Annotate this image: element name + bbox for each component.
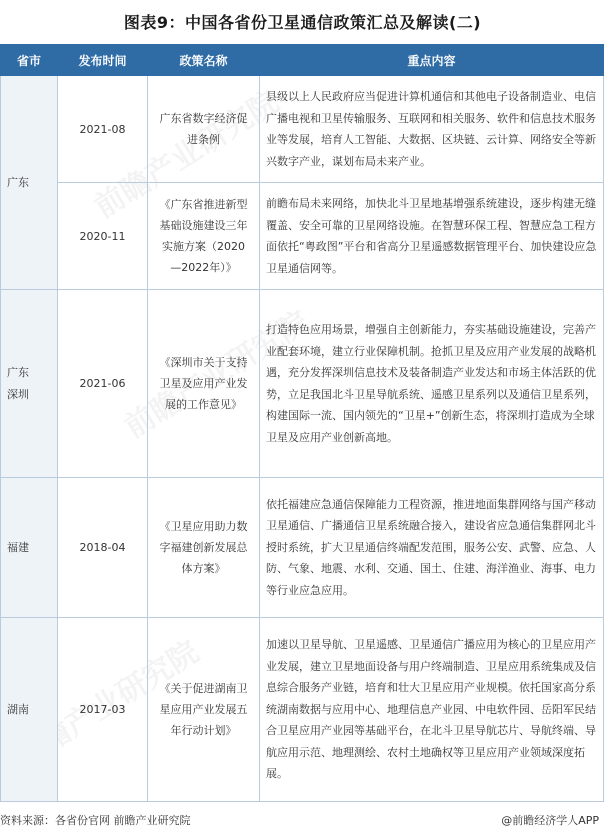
policy-name-cell: 《关于促进湖南卫星应用产业发展五年行动计划》 <box>148 618 260 802</box>
province-cell <box>1 618 58 802</box>
province-cell <box>1 76 58 290</box>
province-name: 福建 <box>7 540 29 554</box>
date-cell: 2021-08 <box>58 76 148 183</box>
credit-label: @前瞻经济学人APP <box>501 814 599 827</box>
table-header-row <box>1 45 604 76</box>
table-row <box>1 290 604 478</box>
data-source: 资料来源：各省份官网 前瞻产业研究院 <box>0 814 191 827</box>
key-content-cell: 依托福建应急通信保障能力工程资源，推进地面集群网络与国产移动卫星通信、广播通信卫星系统融合接入，建设省应急通信集群网北斗授时系统，扩大卫星通信终端配发范围，服务公安、武警、应急、人防、气象、地震、水利、交通、国土、住建、海洋渔业、海事、电力等行业应急应用。 <box>260 478 604 618</box>
province-cell <box>1 290 58 478</box>
header-key-content: 重点内容 <box>260 45 604 76</box>
date-cell: 2021-06 <box>58 290 148 478</box>
table-row <box>1 183 604 290</box>
header-policy-name: 政策名称 <box>148 45 260 76</box>
table-row <box>1 478 604 618</box>
chart-title: 图表9：中国各省份卫星通信政策汇总及解读(二) <box>123 13 482 32</box>
policy-name-cell: 《卫星应用助力数字福建创新发展总体方案》 <box>148 478 260 618</box>
date-cell: 2020-11 <box>58 183 148 290</box>
key-content-cell: 加速以卫星导航、卫星遥感、卫星通信广播应用为核心的卫星应用产业发展，建立卫星地面设备与用户终端制造、卫星应用系统集成及信息综合服务产业链，培育和壮大卫星应用产业规模。依托国家高分系统湖南数据与应用中心、地理信息产业园、中电软件园、岳阳军民结合卫星应用产业园等基础平台，在北斗卫星导航芯片、导航终端、导航应用示范、地理测绘、农村土地确权等卫星应用产业领域深度拓展。 <box>260 618 604 802</box>
province-name: 广东 <box>7 175 29 189</box>
key-content-cell: 县级以上人民政府应当促进计算机通信和其他电子设备制造业、电信广播电视和卫星传输服务、互联网和相关服务、软件和信息技术服务业等发展，培育人工智能、大数据、区块链、云计算、网络安全等新兴数字产业，谋划布局未来产业。 <box>260 76 604 183</box>
table-row <box>1 618 604 802</box>
key-content-cell: 打造特色应用场景，增强自主创新能力，夯实基础设施建设，完善产业配套环境，建立行业保障机制。抢抓卫星及应用产业发展的战略机遇，充分发挥深圳信息技术及装备制造产业发达和市场主体活跃的优势，立足我国北斗卫星导航系统、遥感卫星系列以及通信卫星系列，构建国际一流、国内领先的“卫星+”创新生态，将深圳打造成为全球卫星及应用产业创新高地。 <box>260 290 604 478</box>
policy-table <box>0 44 604 802</box>
policy-name-cell: 《广东省推进新型基础设施建设三年实施方案（2020—2022年）》 <box>148 183 260 290</box>
key-content-cell: 前瞻布局未来网络，加快北斗卫星地基增强系统建设，逐步构建无缝覆盖、安全可靠的卫星网络设施。在智慧环保工程、智慧应急工程方面依托“粤政图”平台和省高分卫星遥感数据管理平台、加快建设应急卫星通信网等。 <box>260 183 604 290</box>
province-name: 湖南 <box>7 702 29 716</box>
policy-name-cell: 《深圳市关于支持卫星及应用产业发展的工作意见》 <box>148 290 260 478</box>
date-cell: 2017-03 <box>58 618 148 802</box>
policy-name-cell: 广东省数字经济促进条例 <box>148 76 260 183</box>
date-cell: 2018-04 <box>58 478 148 618</box>
header-province: 省市 <box>1 45 58 76</box>
table-row <box>1 76 604 183</box>
province-cell <box>1 478 58 618</box>
header-date: 发布时间 <box>58 45 148 76</box>
province-name: 广东 深圳 <box>7 365 29 401</box>
